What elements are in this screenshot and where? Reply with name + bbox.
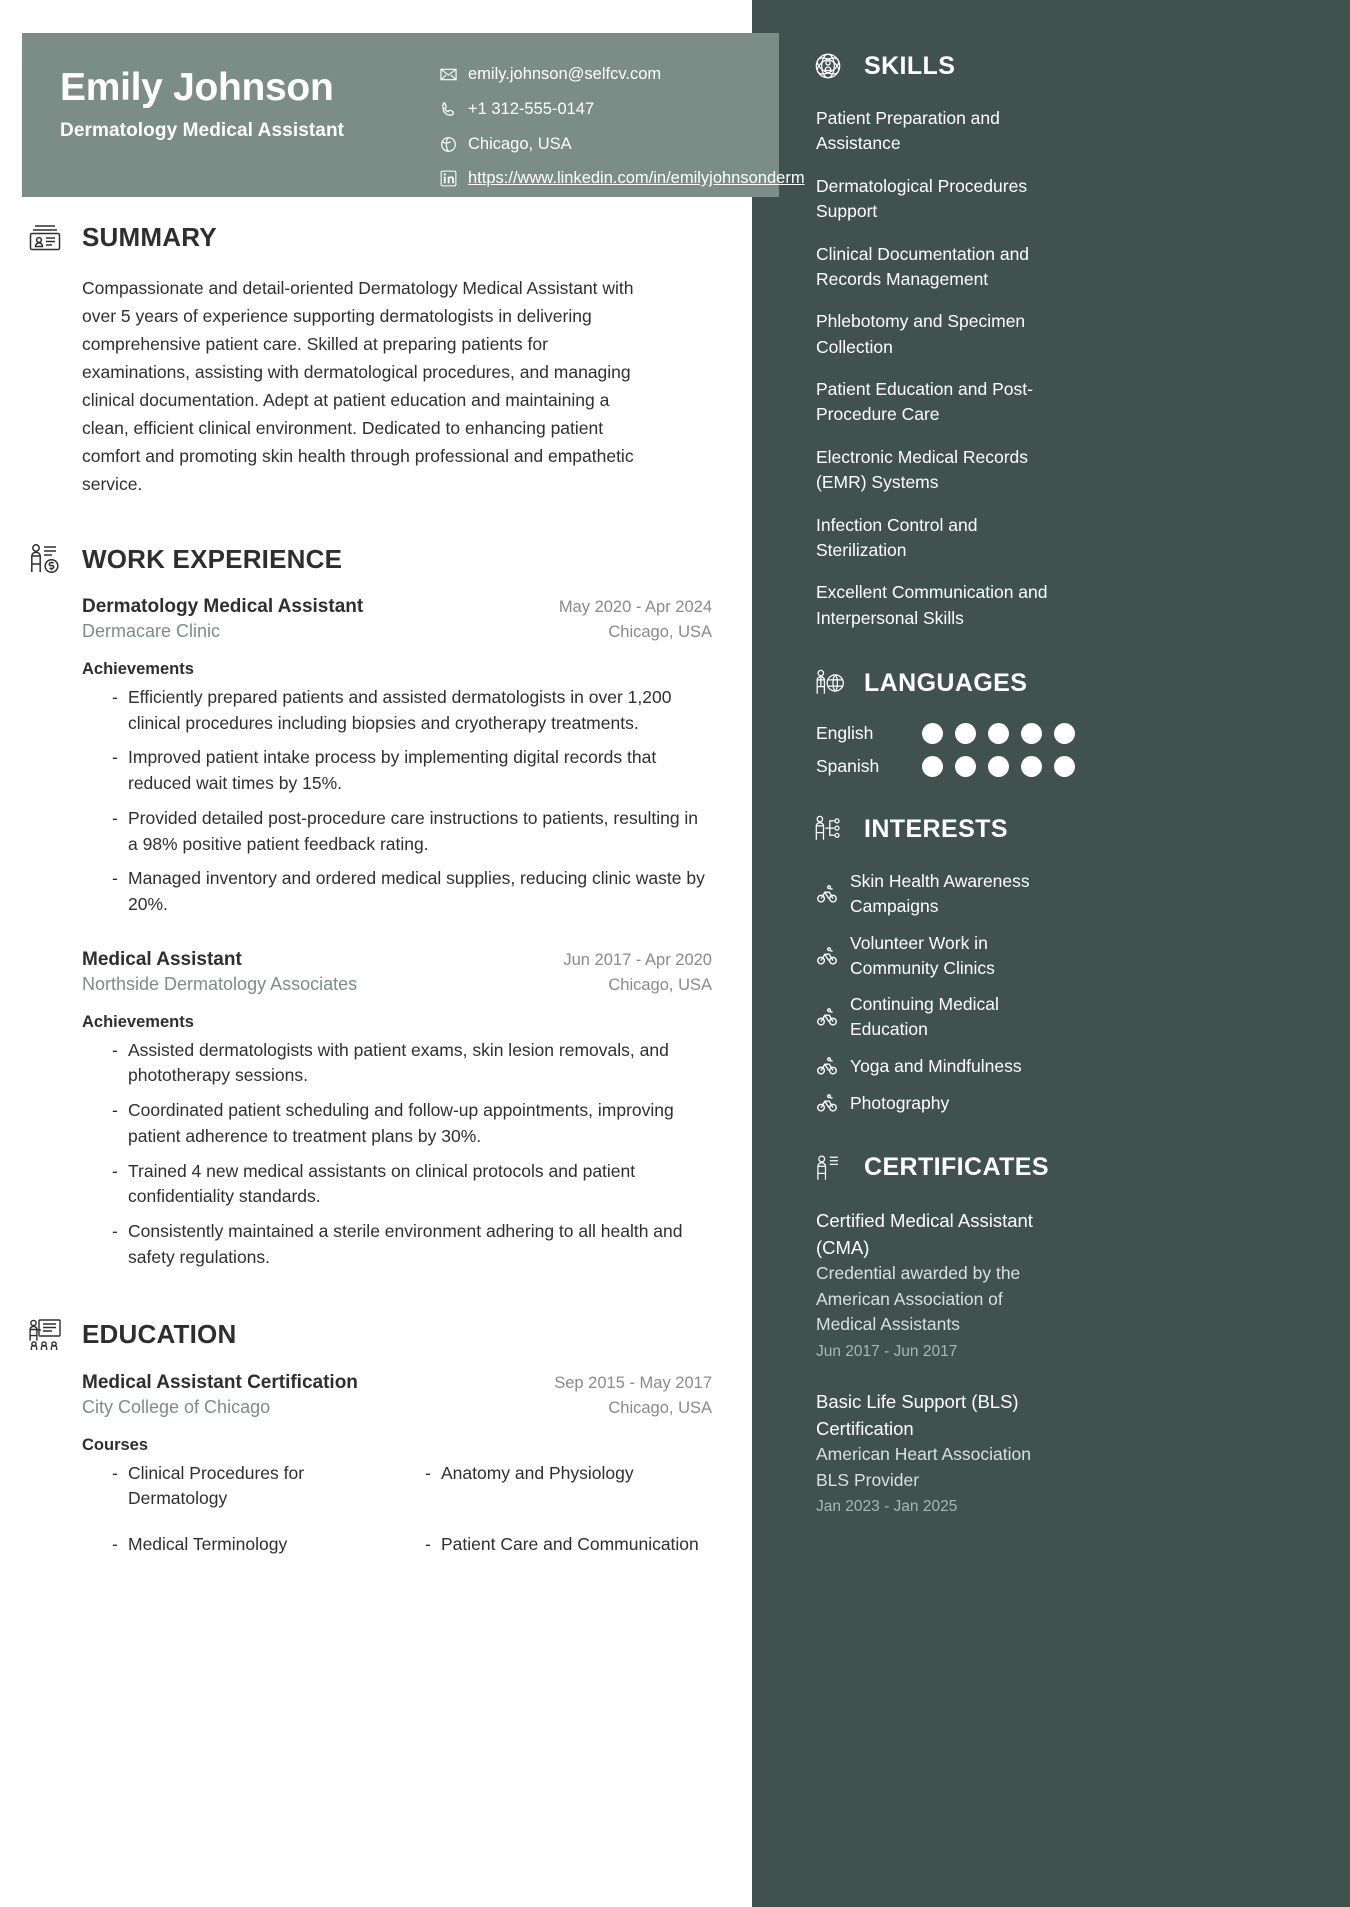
achievements-list [82,685,712,918]
header-identity [60,61,440,197]
summary-text: Compassionate and detail-oriented Dermatology Medical Assistant with over 5 years of experience supporting dermatologists in delivering comprehensive patient care. Skilled at preparing patients for examinations, assisting with dermatological procedures, and managing clinical documentation. Adept at patient education and maintaining a clean, efficient clinical environment. Dedicated to enhancing patient comfort and promoting skin health through professional and empathetic service. [82,278,634,494]
language-row [810,756,1306,777]
skills-network-icon [810,48,846,84]
interest-item [816,1054,1306,1079]
skill-item: Clinical Documentation and Records Management [816,243,1030,289]
level-dot [1054,723,1075,744]
language-row [810,723,1306,744]
level-dot [955,723,976,744]
skill-item: Infection Control and Sterilization [816,514,978,560]
phone-icon [440,101,457,118]
achievements-label: Achievements [82,660,194,678]
sidebar-section-certificates [810,1150,1306,1519]
contact-location [440,133,776,156]
certificates-header [810,1150,1306,1186]
language-level-dots [922,756,1075,777]
skill-item: Excellent Communication and Interpersonal Skills [816,582,1048,628]
spacer [26,927,712,949]
course-item: - Medical Terminology [112,1532,399,1558]
header-banner [22,33,805,197]
work-entry-sub [82,974,712,995]
course-item: - Anatomy and Physiology [425,1461,712,1512]
skill-item: Dermatological Procedures Support [816,175,1028,222]
classroom-icon [26,1316,64,1354]
achievement-item: - Coordinated patient scheduling and follow-up appointments, improving patient adherence to treatment plans by 30%. [112,1098,712,1149]
summary-header [26,218,712,256]
person-globe-icon [810,665,846,701]
languages-header [810,665,1306,701]
job-date: Jun 2017 - Apr 2020 [563,950,712,969]
bicycle-icon [816,1055,838,1077]
person-network-icon [810,811,846,847]
location-text: Chicago, USA [468,134,572,153]
interest-item [816,1091,1306,1116]
skill-item: Patient Preparation and Assistance [816,108,1000,154]
interests-header [810,811,1306,847]
interests-heading: INTERESTS [864,814,1008,843]
sidebar [752,0,1350,1907]
skill-item: Phlebotomy and Specimen Collection [816,311,1026,357]
achievements-label: Achievements [82,1012,194,1031]
bicycle-icon [816,883,838,905]
achievement-item: - Assisted dermatologists with patient exams, skin lesion removals, and phototherapy sessions. [112,1038,712,1089]
location-icon [440,136,457,153]
work-entry-top [82,949,712,971]
certificate-date: Jun 2017 - Jun 2017 [816,1342,958,1360]
language-name: Spanish [816,756,880,776]
spacer [26,504,712,540]
spacer [26,1280,712,1316]
work-entry-top [82,596,712,618]
sidebar-section-languages [810,665,1306,777]
work-entry [26,949,712,1271]
contact-list [440,61,805,197]
degree-date: Sep 2015 - May 2017 [554,1373,712,1392]
achievement-item: - Provided detailed post-procedure care instructions to patients, resulting in a 98% positive patient feedback rating. [112,806,712,857]
certificates-list [810,1208,1306,1519]
candidate-name: Emily Johnson [60,66,334,109]
contact-linkedin [440,167,805,190]
certificate-date: Jan 2023 - Jan 2025 [816,1498,958,1516]
degree-title: Medical Assistant Certification [82,1371,358,1393]
interest-item [816,931,1306,981]
skills-heading: SKILLS [864,51,956,80]
education-entry-top [82,1372,712,1394]
certificates-heading: CERTIFICATES [864,1153,1049,1182]
job-title: Dermatology Medical Assistant [82,596,364,617]
level-dot [955,756,976,777]
sidebar-section-interests [810,811,1306,1116]
achievements-list [82,1038,712,1271]
level-dot [922,756,943,777]
job-location: Chicago, USA [608,975,712,994]
education-header [26,1316,712,1354]
language-level-dots [922,723,1075,744]
school-location: Chicago, USA [608,1398,712,1417]
course-item: - Clinical Procedures for Dermatology [112,1461,399,1512]
school-name: City College of Chicago [82,1396,271,1417]
interest-label: Skin Health Awareness Campaigns [850,871,1030,916]
phone-text[interactable]: +1 312-555-0147 [468,99,595,118]
person-salary-icon [26,540,64,578]
section-education [26,1316,712,1578]
level-dot [988,756,1009,777]
languages-heading: LANGUAGES [864,668,1028,697]
interest-item [816,992,1306,1042]
level-dot [988,723,1009,744]
certificate-item [816,1389,1306,1519]
course-item: - Patient Care and Communication [425,1532,712,1558]
interests-list [810,869,1306,1116]
level-dot [1021,723,1042,744]
skills-list [810,106,1306,631]
skill-item: Electronic Medical Records (EMR) Systems [816,446,1029,493]
education-entry-sub [82,1397,712,1418]
language-name: English [816,723,874,743]
sidebar-section-skills [810,48,1306,631]
work-entry [26,596,712,918]
certificate-description: American Heart Association BLS Provider [816,1444,1031,1490]
interest-label: Continuing Medical Education [850,994,999,1040]
certificate-title: Certified Medical Assistant (CMA) [816,1209,1033,1258]
contact-phone [440,98,776,121]
achievement-item: - Improved patient intake process by implementing digital records that reduced wait times by 15%. [112,745,712,796]
achievement-item: - Efficiently prepared patients and assisted dermatologists in over 1,200 clinical procedures including biopsies and cryotherapy treatments. [112,685,712,736]
interest-label: Yoga and Mindfulness [850,1056,1022,1077]
skill-item: Patient Education and Post-Procedure Care [816,379,1033,425]
bicycle-icon [816,1006,838,1028]
section-work-experience [26,540,712,1271]
work-header [26,540,712,578]
envelope-icon [440,66,457,83]
achievement-item: - Consistently maintained a sterile environment adhering to all health and safety regulations. [112,1219,712,1270]
interest-label: Photography [850,1092,950,1113]
person-list-icon [810,1150,846,1186]
job-location: Chicago, USA [608,623,712,641]
level-dot [1054,756,1075,777]
job-date: May 2020 - Apr 2024 [558,598,712,616]
section-summary [26,218,712,498]
education-heading: EDUCATION [82,1319,237,1349]
achievement-item: - Trained 4 new medical assistants on clinical protocols and patient confidentiality standards. [112,1159,712,1210]
candidate-role: Dermatology Medical Assistant [60,119,345,141]
linkedin-url[interactable]: https://www.linkedin.com/in/emilyjohnsonderm [468,169,805,188]
job-title: Medical Assistant [82,948,242,970]
languages-list [810,723,1306,777]
linkedin-icon [440,170,457,187]
work-heading: WORK EXPERIENCE [82,543,343,574]
bicycle-icon [816,1092,838,1114]
skills-header [810,48,1306,84]
certificate-item [816,1208,1306,1363]
email-text[interactable]: emily.johnson@selfcv.com [468,65,662,83]
education-entry [26,1372,712,1578]
certificate-title: Basic Life Support (BLS) Certification [816,1390,1019,1439]
contact-email [440,63,776,86]
job-organization: Dermacare Clinic [82,621,221,641]
level-dot [922,723,943,744]
courses-list [82,1461,712,1578]
courses-label: Courses [82,1435,149,1454]
main-column [0,218,752,1584]
interest-label: Volunteer Work in Community Clinics [850,932,995,978]
bicycle-icon [816,945,838,967]
level-dot [1021,756,1042,777]
work-entry-sub [82,621,712,642]
certificate-description: Credential awarded by the American Association of Medical Assistants [816,1263,1021,1335]
id-card-icon [26,218,64,256]
interest-item [816,869,1306,919]
achievement-item: - Managed inventory and ordered medical supplies, reducing clinic waste by 20%. [112,866,712,917]
job-organization: Northside Dermatology Associates [82,973,358,994]
summary-heading: SUMMARY [82,221,217,252]
